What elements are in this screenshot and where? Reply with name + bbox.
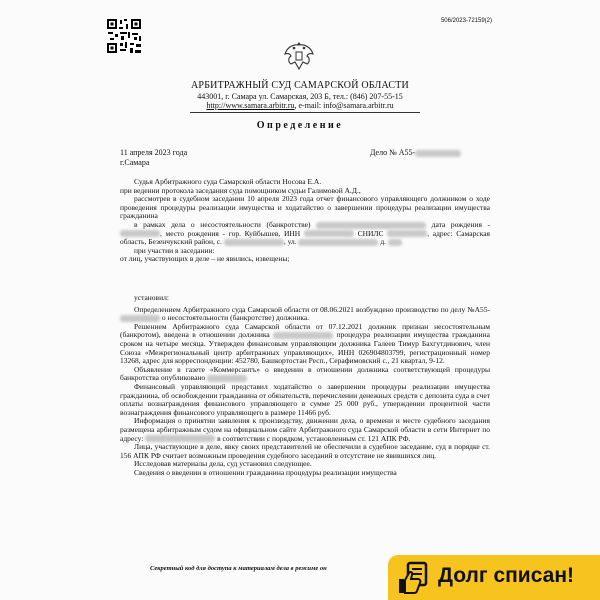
debtor-address: , адрес: Самарская область, Безенчукский район, с. [120, 228, 491, 247]
redacted-case-number [415, 150, 461, 157]
paragraph-review: рассмотрев в судебном заседании 10 апреля 2023 года отчет финансового управляющего должником о ходе проведения процедуры реализации имущества и ходатайство о завершении процедуры реализации имущества гражданина [120, 194, 490, 221]
redacted-birthdate [120, 230, 160, 237]
document-body-main [120, 294, 490, 477]
publication-text-end: в соответствии с порядком, установленным ст. 121 АПК РФ. [217, 433, 411, 443]
paragraph-protocol: при ведении протокола заседания суда помощником судьи Галимовой А.Д., [120, 185, 361, 195]
redacted-announcement-date [207, 375, 247, 382]
court-contacts [0, 101, 600, 110]
redacted-case-ref [120, 315, 160, 322]
paragraph-absent: от лиц, участвующих в деле – не явились, извещены; [120, 254, 290, 264]
document-body-top [120, 178, 490, 264]
redacted-street [298, 239, 378, 246]
debtor-birthplace: , место рождения - гор. Куйбышев, ИНН [160, 228, 301, 238]
debtor-house-label: д. [380, 237, 387, 247]
badge-label: Долг списан! [438, 564, 575, 587]
document-date: 11 апреля 2023 года [120, 148, 188, 157]
paragraph-case-opened [120, 306, 490, 323]
paragraph-established: установил: [134, 293, 169, 302]
case-number [370, 148, 461, 157]
publication-text: Информация о принятии заявления к производству, движении дела, о времени и месте судебного заседания размещена арбитражным судом на официальном сайте Арбитражного суда Самарской области в сети Интернет по адресу: [120, 416, 490, 443]
header-divider [190, 112, 420, 113]
redacted-inn [304, 230, 354, 237]
court-email: , e-mail: info@samara.arbitr.ru [294, 101, 394, 110]
debtor-street-label: , ул. [283, 237, 297, 247]
paragraph-examined: Исследовав материалы дела, суд установил следующее. [134, 459, 312, 469]
court-website-link[interactable]: http://www.samara.arbitr.ru [206, 101, 295, 110]
announcement-text: Объявление в газете «Коммерсантъ» о введении в отношении должника соответствующей процедуры банкротства опубликовано [120, 364, 490, 383]
case-opened-text: Определением Арбитражного суда Самарской области от 08.06.2021 возбуждено производство по делу №А55- [134, 304, 490, 314]
qr-code-icon [106, 18, 142, 54]
document-heading: Определение [256, 120, 344, 131]
debtor-intro: в рамках дела о несостоятельности (банкротстве) [134, 219, 311, 229]
decision-text: Решением Арбитражного суда Самарской области от 07.12.2021 должник признан несостоятельным (банкротом), введена в отношении должника [120, 321, 490, 340]
paragraph-info: Сведения о введении в отношении гражданина процедуры реализации имущества [134, 467, 397, 477]
redacted-house [388, 239, 402, 246]
case-label: Дело № А55- [370, 148, 416, 157]
debtor-snils-label: СНИЛС [357, 228, 384, 238]
paragraph-announcement [120, 366, 490, 383]
debtor-birthdate-label: дата рождения - [431, 219, 491, 229]
thumbs-up-document-icon [396, 561, 430, 595]
paragraph-publication [120, 417, 490, 443]
paragraph-bankruptcy-decision [120, 323, 490, 366]
paragraph-petition: Финансовый управляющий представил ходатайство о завершении процедуры реализации имущества гражданина, об освобождении гражданина от обязательств, перечислении денежных средств с депозита суда в счет оплаты вознаграждения финансового управляющего в сумме 25 000 руб., утверждении процентной части вознаграждения финансового управляющего в размере 11466 руб. [120, 381, 490, 417]
court-address: 443001, г. Самара ул. Самарская, 203 Б, тел.: (846) 207-55-15 [197, 92, 403, 101]
paragraph-judge: Судья Арбитражного суда Самарской области Носова Е.А. [134, 177, 322, 186]
court-name: АРБИТРАЖНЫЙ СУД САМАРСКОЙ ОБЛАСТИ [191, 80, 409, 91]
document-number: 506/2023-72159(2) [440, 18, 492, 24]
document-city: г.Самара [120, 158, 150, 167]
paragraph-debtor [120, 221, 490, 247]
paragraph-participants: при участии в заседании: [134, 245, 215, 255]
redacted-debtor-name [316, 222, 426, 229]
paragraph-absence: Лица, участвующие в деле, явку своих представителей не обеспечили в судебное заседание, суд в порядке ст. 156 АПК РФ считает возможным проведения судебного заседаний в отсутствие не явившихся лиц. [120, 442, 490, 460]
coat-of-arms-icon [282, 38, 316, 72]
redacted-debtor-short [273, 332, 333, 339]
case-opened-end: о несостоятельности (банкротстве) должника. [161, 313, 310, 323]
redacted-url [145, 435, 215, 442]
secret-code-note: Секретный код для доступа к материалам дела в режиме он [150, 565, 327, 572]
debt-written-off-badge [388, 555, 600, 600]
redacted-snils [387, 230, 427, 237]
decision-text-end: процедура реализации имущества гражданина сроком на четыре месяца. Утвержден финансовым управляющим должника Галеев Тимур Бахгутдинович, член Союза «Межрегиональный центр арбитражных управляющих», ИНН 026904803799, регистрационный номер 13268, адрес для корреспонденции: 452780, Башкортостан Респ., Серафимовский с., 21 квартал, 9-12. [120, 330, 491, 366]
redacted-village [224, 239, 284, 246]
